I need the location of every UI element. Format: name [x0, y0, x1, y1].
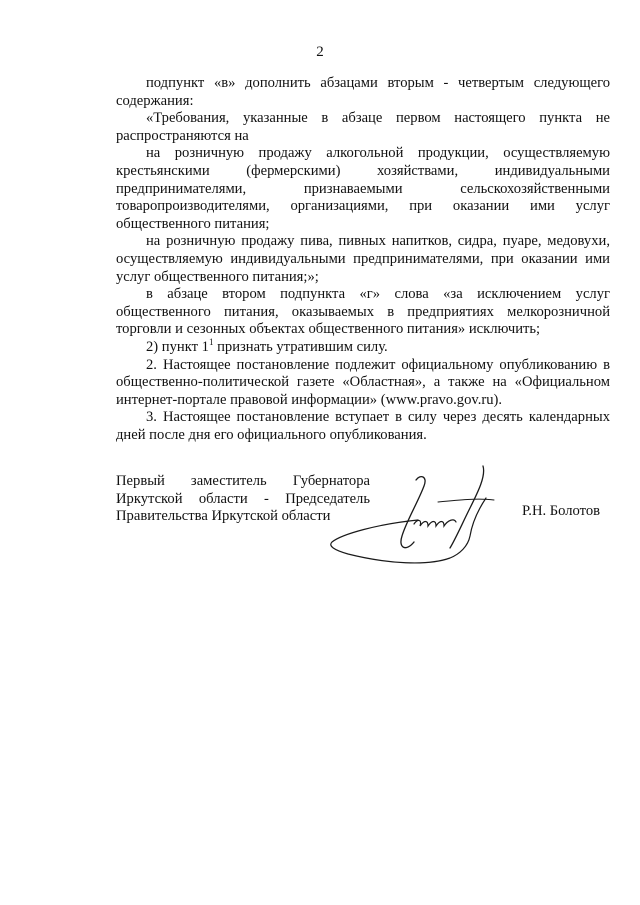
- signatory-title-line-1: Первый заместитель Губернатора: [116, 473, 370, 489]
- page-number: 2: [316, 44, 324, 60]
- item2-prefix: 2) пункт 1: [146, 338, 209, 355]
- paragraph-4: на розничную продажу пива, пивных напитков, сидра, пуаре, медовухи, осуществляемую индивидуальными предпринимателями, при оказании ими услуг общественного питания;»;: [116, 233, 610, 285]
- item2-suffix: признать утратившим силу.: [213, 338, 388, 355]
- document-body: [116, 75, 610, 444]
- signatory-title-line-2: Иркутской области - Председатель: [116, 490, 370, 507]
- item2-superscript: 1: [208, 337, 214, 348]
- paragraph-effective-date: 3. Настоящее постановление вступает в силу через десять календарных дней после дня его официального опубликования.: [116, 409, 610, 443]
- signer-name: Р.Н. Болотов: [522, 503, 601, 519]
- paragraph-3: на розничную продажу алкогольной продукции, осуществляемую крестьянскими (фермерскими) хозяйствами, индивидуальными предпринимателями, признаваемыми сельскохозяйственными товаропроизводителями, организациями, при оказании ими услуг общественного питания;: [116, 145, 610, 232]
- paragraph-item-2: [116, 339, 610, 357]
- paragraph-2: «Требования, указанные в абзаце первом настоящего пункта не распространяются на: [116, 110, 610, 144]
- paragraph-1: подпункт «в» дополнить абзацами вторым - четвертым следующего содержания:: [116, 75, 610, 109]
- paragraph-publication: 2. Настоящее постановление подлежит официальному опубликованию в общественно-политической газете «Областная», а также на «Официальном интернет-портале правовой информации» (www.pravo.gov.ru).: [116, 356, 610, 408]
- signatory-title-line-3: Правительства Иркутской области: [116, 508, 331, 525]
- handwritten-signature: [318, 462, 518, 572]
- paragraph-5: в абзаце втором подпункта «г» слова «за исключением услуг общественного питания, оказываемых в предприятиях мелкорозничной торговли и сезонных объектах общественного питания» исключить;: [116, 286, 610, 338]
